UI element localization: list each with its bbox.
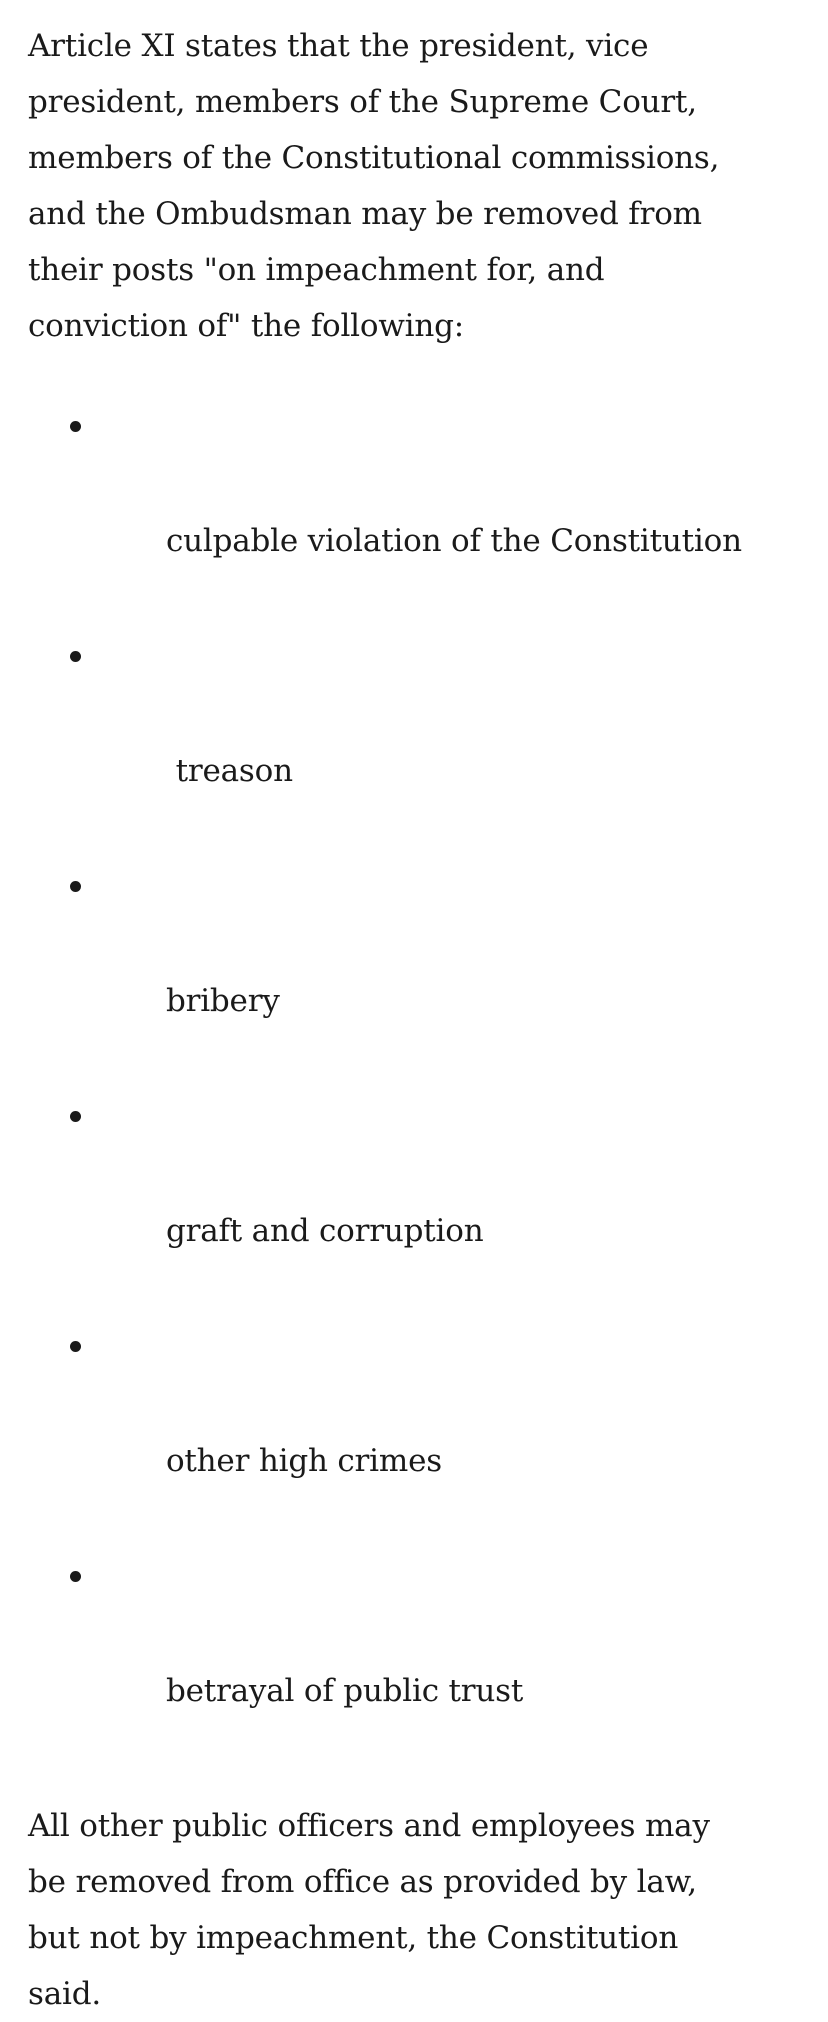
list-item-text: bribery: [165, 983, 280, 1019]
bullet-icon: [70, 1341, 81, 1352]
bullet-icon: [70, 651, 81, 662]
list-item-text: treason: [165, 753, 293, 789]
list-item: [28, 1548, 808, 1778]
list-item-text: other high crimes: [165, 1443, 442, 1479]
article-body: [28, 18, 808, 2022]
bullet-icon: [70, 881, 81, 892]
list-item: [28, 1088, 808, 1318]
impeachment-grounds-list: [28, 398, 808, 1778]
list-item-text: graft and corruption: [165, 1213, 484, 1249]
intro-paragraph: Article XI states that the president, vice president, members of the Supreme Court, members of the Constitutional commissions, and the Ombudsman may be removed from their posts "on impeachment for, and conviction of" the following:: [28, 28, 720, 344]
bullet-icon: [70, 421, 81, 432]
bullet-icon: [70, 1111, 81, 1122]
list-item-text: culpable violation of the Constitution: [165, 523, 742, 559]
list-item: [28, 1318, 808, 1548]
bullet-icon: [70, 1571, 81, 1582]
list-item-text: betrayal of public trust: [165, 1673, 524, 1709]
list-item: [28, 398, 808, 628]
list-item: [28, 628, 808, 858]
closing-paragraph: All other public officers and employees may be removed from office as provided by law, but not by impeachment, the Constitution said.: [28, 1808, 710, 2012]
list-item: [28, 858, 808, 1088]
